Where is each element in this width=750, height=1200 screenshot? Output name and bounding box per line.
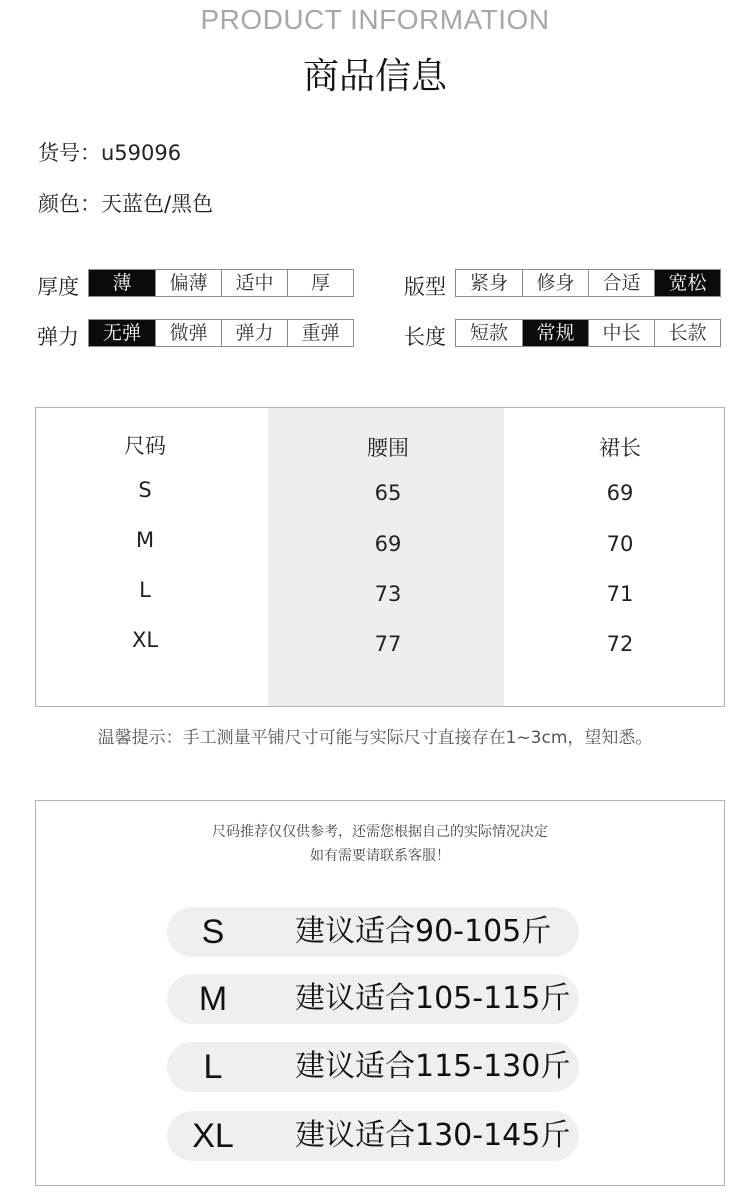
recommendation-weight: 建议适合115-130斤 [295, 1049, 571, 1084]
elasticity-scale [88, 319, 354, 347]
fit-option: 修身 [522, 270, 588, 296]
recommendation-note: 尺码推荐仅仅供参考，还需您根据自己的实际情况决定 [212, 824, 548, 840]
thickness-label: 厚度 [37, 275, 79, 299]
table-cell: 72 [606, 632, 634, 656]
elasticity-option: 微弹 [155, 320, 221, 346]
recommendation-size: L [203, 1048, 223, 1086]
thickness-option: 厚 [287, 270, 353, 296]
recommendation-item [167, 1042, 579, 1092]
elasticity-option: 弹力 [221, 320, 287, 346]
length-option: 常规 [522, 320, 588, 346]
table-cell: 65 [374, 481, 402, 505]
table-cell: 71 [606, 582, 634, 606]
section-title-cn: 商品信息 [302, 56, 447, 97]
elasticity-option: 重弹 [287, 320, 353, 346]
table-header: 腰围 [367, 436, 409, 460]
recommendation-weight: 建议适合105-115斤 [295, 981, 571, 1016]
length-option: 中长 [588, 320, 654, 346]
section-title-en: PRODUCT INFORMATION [200, 4, 550, 35]
table-cell: 69 [606, 481, 634, 505]
recommendation-weight: 建议适合130-145斤 [295, 1118, 571, 1153]
item-number: 货号：u59096 [38, 141, 182, 165]
thickness-option: 偏薄 [155, 270, 221, 296]
table-cell: M [135, 528, 155, 552]
fit-option: 合适 [588, 270, 654, 296]
recommendation-size: S [201, 913, 225, 951]
recommendation-note: 如有需要请联系客服！ [310, 848, 450, 864]
thickness-scale [88, 269, 354, 297]
length-option: 短款 [456, 320, 522, 346]
table-cell: 69 [374, 532, 402, 556]
length-label: 长度 [404, 325, 446, 349]
fit-option: 紧身 [456, 270, 522, 296]
table-cell: L [139, 578, 151, 602]
fit-label: 版型 [404, 275, 446, 299]
length-option: 长款 [654, 320, 720, 346]
recommendation-item [167, 974, 579, 1024]
elasticity-option: 无弹 [89, 320, 155, 346]
recommendation-weight: 建议适合90-105斤 [295, 914, 552, 949]
measurement-tip: 温馨提示：手工测量平铺尺寸可能与实际尺寸直接存在1~3cm，望知悉。 [97, 728, 653, 748]
fit-scale [455, 269, 721, 297]
table-cell: S [138, 478, 152, 502]
table-header: 裙长 [599, 436, 641, 460]
recommendation-size: M [198, 980, 228, 1018]
recommendation-item [167, 907, 579, 957]
table-cell: 73 [374, 582, 402, 606]
recommendation-item [167, 1111, 579, 1161]
table-cell: 77 [374, 632, 402, 656]
thickness-option: 薄 [89, 270, 155, 296]
table-cell: XL [131, 628, 159, 652]
length-scale [455, 319, 721, 347]
table-cell: 70 [606, 532, 634, 556]
fit-option: 宽松 [654, 270, 720, 296]
elasticity-label: 弹力 [37, 325, 79, 349]
thickness-option: 适中 [221, 270, 287, 296]
table-header: 尺码 [124, 434, 166, 458]
recommendation-size: XL [192, 1117, 234, 1155]
color-info: 颜色：天蓝色/黑色 [38, 192, 214, 216]
